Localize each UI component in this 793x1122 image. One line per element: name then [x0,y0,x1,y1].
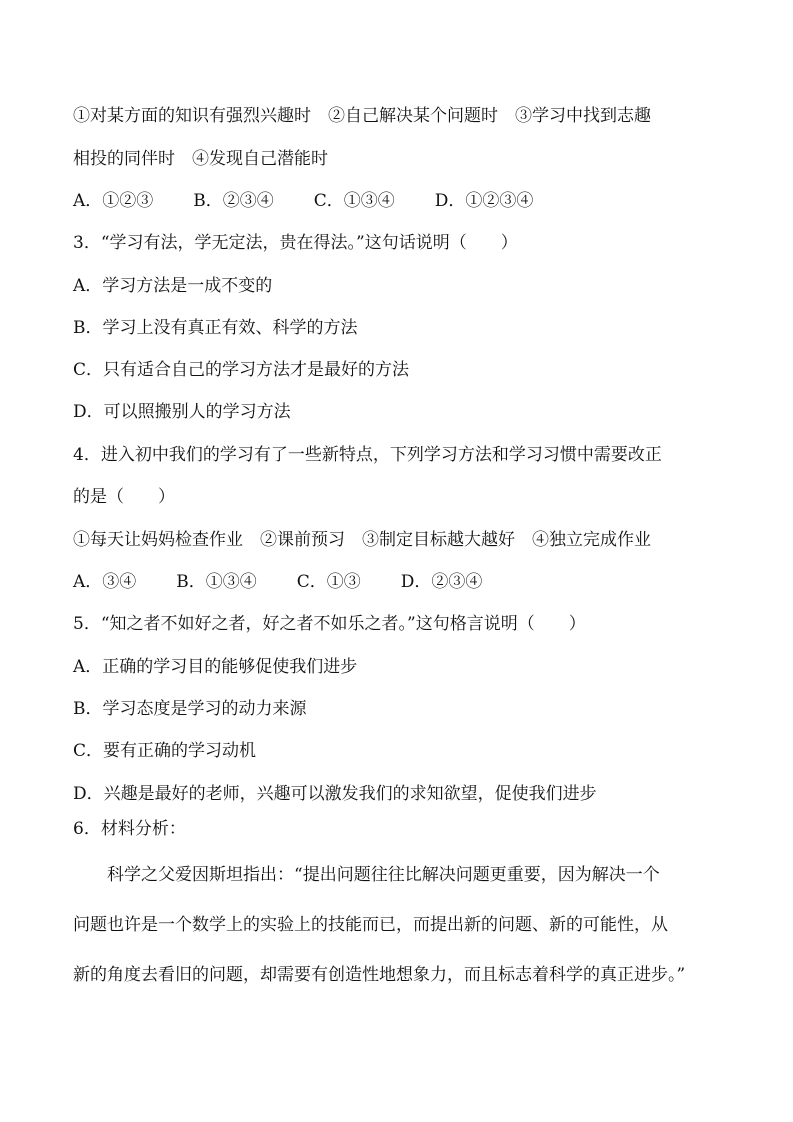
q3-option-a: A．学习方法是一成不变的 [73,276,273,296]
q5-option-a: A．正确的学习目的能够促使我们进步 [73,657,358,677]
q5-option-c: C．要有正确的学习动机 [73,741,257,761]
q5-option-d: D．兴趣是最好的老师，兴趣可以激发我们的求知欲望，促使我们进步 [73,784,597,804]
q6-stem: 6．材料分析： [73,819,186,839]
q2-option-c: C．①③④ [313,191,395,211]
q3-option-d: D．可以照搬别人的学习方法 [73,402,291,422]
q4-stem-line-1: 4．进入初中我们的学习有了一些新特点，下列学习方法和学习习惯中需要改正 [73,445,662,465]
q3-option-b: B．学习上没有真正有效、科学的方法 [73,318,358,338]
q3-option-c: C．只有适合自己的学习方法才是最好的方法 [73,360,410,380]
q5-option-b: B．学习态度是学习的动力来源 [73,699,307,719]
q2-options [73,190,533,212]
q4-statements: ①每天让妈妈检查作业 ②课前预习 ③制定目标越大越好 ④独立完成作业 [73,530,651,550]
q4-stem-line-2: 的是（ ） [73,487,175,507]
q6-material-line-2: 问题也许是一个数学上的实验上的技能而已，而提出新的问题、新的可能性，从 [73,915,668,935]
q6-material-line-3: 新的角度去看旧的问题，却需要有创造性地想象力，而且标志着科学的真正进步。” [73,965,686,985]
q3-stem: 3．“学习有法，学无定法，贵在得法。”这句话说明（ ） [73,233,518,253]
q4-option-a: A．③④ [73,572,137,592]
q2-option-d: D．①②③④ [434,191,534,211]
q4-option-c: C．①③ [296,572,361,592]
q2-statements-line-2: 相投的同伴时 ④发现自己潜能时 [73,149,328,169]
q4-options [73,571,482,593]
q5-stem: 5．“知之者不如好之者，好之者不如乐之者。”这句格言说明（ ） [73,614,586,634]
q2-option-b: B．②③④ [193,191,274,211]
q2-option-a: A．①②③ [73,191,154,211]
q4-option-b: B．①③④ [176,572,257,592]
q6-material-line-1: 科学之父爱因斯坦指出：“提出问题往往比解决问题更重要，因为解决一个 [107,865,660,885]
q4-option-d: D．②③④ [400,572,483,592]
q2-statements-line-1: ①对某方面的知识有强烈兴趣时 ②自己解决某个问题时 ③学习中找到志趣 [73,106,651,126]
